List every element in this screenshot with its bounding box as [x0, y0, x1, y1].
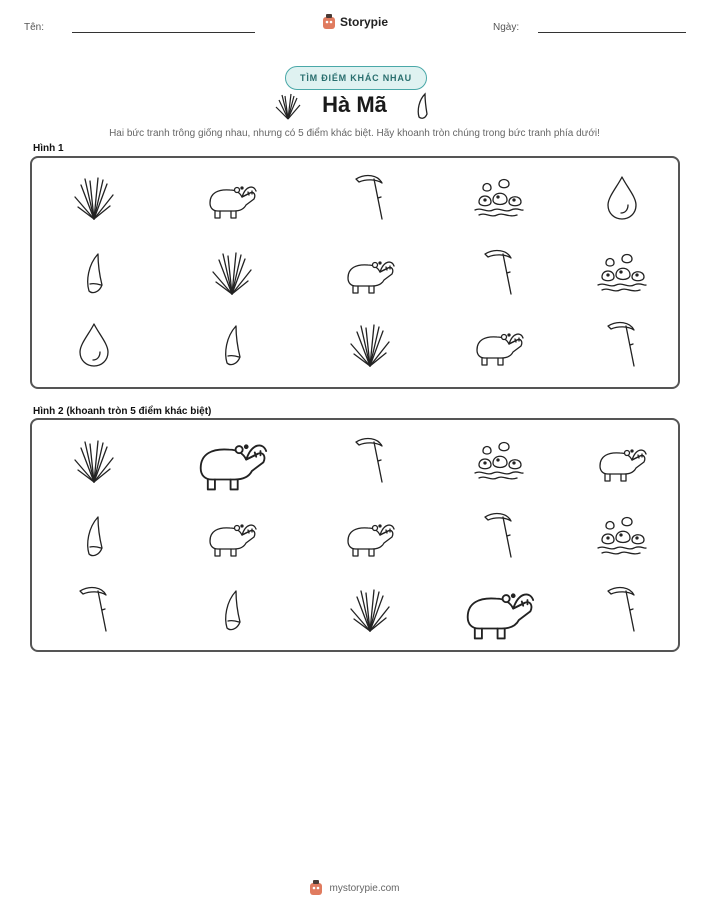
tooth-icon[interactable]: [54, 243, 134, 303]
hippo-icon[interactable]: [192, 506, 272, 566]
scythe-icon[interactable]: [459, 243, 539, 303]
water-drop-icon[interactable]: [582, 168, 662, 228]
scythe-icon[interactable]: [330, 431, 410, 491]
name-field[interactable]: [72, 32, 255, 33]
hippo-large-icon[interactable]: [192, 431, 272, 491]
hippo-group-icon[interactable]: [459, 168, 539, 228]
grass-icon[interactable]: [192, 243, 272, 303]
hippo-icon[interactable]: [330, 243, 410, 303]
brand-logo: [322, 14, 388, 30]
scythe-icon[interactable]: [459, 506, 539, 566]
storypie-logo-icon: [322, 14, 336, 30]
footer: [0, 880, 709, 896]
hippo-icon[interactable]: [582, 431, 662, 491]
hippo-icon[interactable]: [192, 168, 272, 228]
name-label: Tên:: [24, 22, 45, 33]
picture1-panel: [30, 156, 680, 389]
hippo-group-icon[interactable]: [582, 506, 662, 566]
grass-icon[interactable]: [330, 580, 410, 640]
tooth-icon[interactable]: [192, 580, 272, 640]
scythe-icon[interactable]: [54, 580, 134, 640]
date-label: Ngày:: [493, 22, 520, 33]
scythe-icon[interactable]: [582, 315, 662, 375]
picture2-label: Hình 2 (khoanh tròn 5 điểm khác biệt): [33, 406, 212, 417]
picture1-label: Hình 1: [33, 143, 64, 154]
scythe-icon[interactable]: [582, 580, 662, 640]
tooth-icon[interactable]: [192, 315, 272, 375]
title-tooth-icon: [413, 92, 431, 125]
scythe-icon[interactable]: [330, 168, 410, 228]
date-field[interactable]: [538, 32, 686, 33]
footer-site: mystorypie.com: [329, 882, 400, 894]
grass-icon[interactable]: [54, 168, 134, 228]
instructions: Hai bức tranh trông giống nhau, nhưng có 5 điểm khác biệt. Hãy khoanh tròn chúng trong bức tranh phía dưới!: [109, 128, 600, 139]
hippo-group-icon[interactable]: [582, 243, 662, 303]
hippo-large-icon[interactable]: [459, 580, 539, 640]
picture2-panel: [30, 418, 680, 652]
storypie-logo-icon: [309, 880, 323, 896]
grass-icon[interactable]: [330, 315, 410, 375]
hippo-group-icon[interactable]: [459, 431, 539, 491]
hippo-icon[interactable]: [459, 315, 539, 375]
worksheet-badge: TÌM ĐIỂM KHÁC NHAU: [285, 66, 427, 90]
brand-name: Storypie: [340, 15, 389, 29]
hippo-icon[interactable]: [330, 506, 410, 566]
tooth-icon[interactable]: [54, 506, 134, 566]
water-drop-icon[interactable]: [54, 315, 134, 375]
page-title: Hà Mã: [322, 92, 387, 117]
grass-icon[interactable]: [54, 431, 134, 491]
